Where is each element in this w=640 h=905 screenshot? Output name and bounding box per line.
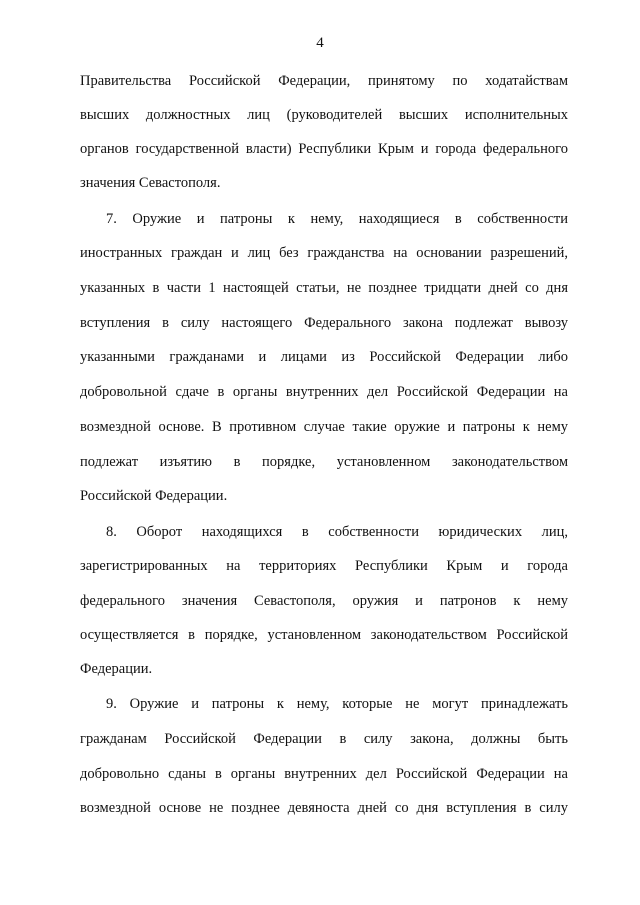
text-line: добровольно сданы в органы внутренних дел Российской Федерации на	[80, 766, 568, 782]
text-line: указанных в части 1 настоящей статьи, не позднее тридцати дней со дня	[80, 280, 568, 296]
paragraph-7-first-line: 7. Оружие и патроны к нему, находящиеся в собственности	[106, 211, 568, 227]
paragraph-8-first-line: 8. Оборот находящихся в собственности юридических лиц,	[106, 524, 568, 540]
text-line: гражданам Российской Федерации в силу закона, должны быть	[80, 731, 568, 747]
text-line: зарегистрированных на территориях Республики Крым и города	[80, 558, 568, 574]
page-number: 4	[316, 35, 324, 51]
text-line: Федерации.	[80, 661, 153, 677]
paragraph-9-first-line: 9. Оружие и патроны к нему, которые не могут принадлежать	[106, 696, 568, 712]
text-line: федерального значения Севастополя, оружия и патронов к нему	[80, 593, 568, 609]
text-line: осуществляется в порядке, установленном законодательством Российской	[80, 627, 568, 643]
text-line: Правительства Российской Федерации, принятому по ходатайствам	[80, 73, 568, 89]
text-line: указанными гражданами и лицами из Российской Федерации либо	[80, 349, 568, 365]
text-line: значения Севастополя.	[80, 175, 221, 191]
text-line: вступления в силу настоящего Федерального закона подлежат вывозу	[80, 315, 568, 331]
text-line: высших должностных лиц (руководителей высших исполнительных	[80, 107, 568, 123]
text-line: подлежат изъятию в порядке, установленном законодательством	[80, 454, 568, 470]
text-line: Российской Федерации.	[80, 488, 228, 504]
text-line: возмездной основе не позднее девяноста дней со дня вступления в силу	[80, 800, 568, 816]
text-line: добровольной сдаче в органы внутренних дел Российской Федерации на	[80, 384, 568, 400]
text-line: возмездной основе. В противном случае такие оружие и патроны к нему	[80, 419, 568, 435]
text-line: органов государственной власти) Республики Крым и города федерального	[80, 141, 568, 157]
text-line: иностранных граждан и лиц без гражданства на основании разрешений,	[80, 245, 568, 261]
